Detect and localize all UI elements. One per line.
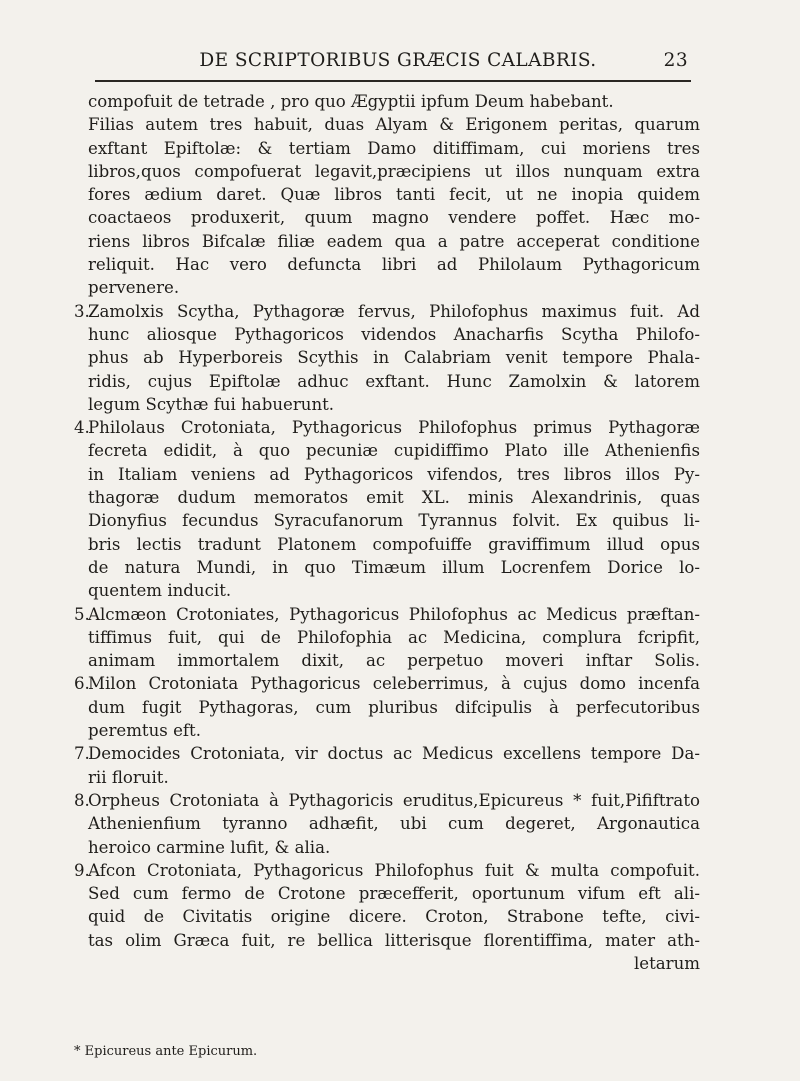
text-line bbox=[74, 486, 700, 509]
entry-number: 5. bbox=[74, 604, 90, 624]
footnote: * Epicureus ante Epicurum. bbox=[74, 1044, 258, 1059]
running-title: DE SCRIPTORIBUS GRÆCIS CALABRIS. bbox=[199, 50, 597, 71]
line-text: Filias autem tres habuit, duas Alyam & Erigonem peritas, quarum bbox=[88, 115, 700, 135]
line-text: tas olim Græca fuit, re bellica litterisque florentiffima, mater ath- bbox=[88, 930, 700, 950]
line-text: rii floruit. bbox=[88, 767, 169, 787]
text-line bbox=[74, 952, 700, 975]
text-line bbox=[74, 533, 700, 556]
line-text: Milon Crotoniata Pythagoricus celeberrimus, à cujus domo incenfa bbox=[88, 674, 700, 694]
text-line bbox=[74, 463, 700, 486]
line-text: de natura Mundi, in quo Timæum illum Locrenfem Dorice lo- bbox=[88, 557, 700, 577]
text-line bbox=[74, 416, 700, 439]
text-line bbox=[74, 905, 700, 928]
text-line bbox=[74, 649, 700, 672]
line-text: quid de Civitatis origine dicere. Croton, Strabone tefte, civi- bbox=[88, 907, 700, 927]
line-text: in Italiam veniens ad Pythagoricos vifendos, tres libros illos Py- bbox=[88, 464, 700, 484]
entry-number: 8. bbox=[74, 790, 90, 810]
text-line bbox=[74, 253, 700, 276]
line-text: libros,quos compofuerat legavit,præcipiens ut illos nunquam extra bbox=[88, 161, 700, 181]
line-text: tiffimus fuit, qui de Philofophia ac Medicina, complura fcripfit, bbox=[88, 627, 700, 647]
header-rule bbox=[95, 80, 691, 82]
line-text: heroico carmine lufit, & alia. bbox=[88, 837, 331, 857]
line-text: riens libros Bifcalæ filiæ eadem qua a patre acceperat conditione bbox=[88, 231, 700, 251]
line-text: fores ædium daret. Quæ libros tanti fecit, ut ne inopia quidem bbox=[88, 185, 700, 205]
text-line bbox=[74, 556, 700, 579]
line-text: exftant Epiftolæ: & tertiam Damo ditiffimam, cui moriens tres bbox=[88, 138, 700, 158]
text-line bbox=[74, 160, 700, 183]
text-line bbox=[74, 346, 700, 369]
line-text: Democides Crotoniata, vir doctus ac Medicus excellens tempore Da- bbox=[88, 744, 700, 764]
text-line bbox=[74, 323, 700, 346]
line-text: legum Scythæ fui habuerunt. bbox=[88, 394, 335, 414]
entry-number: 4. bbox=[74, 418, 90, 438]
text-line bbox=[74, 766, 700, 789]
text-line bbox=[74, 183, 700, 206]
text-line bbox=[74, 696, 700, 719]
entry-number: 9. bbox=[74, 860, 90, 880]
text-line bbox=[74, 509, 700, 532]
text-line bbox=[74, 882, 700, 905]
line-text: Dionyfius fecundus Syracufanorum Tyrannus folvit. Ex quibus li- bbox=[88, 511, 700, 531]
text-line bbox=[74, 859, 700, 882]
text-line bbox=[74, 206, 700, 229]
line-text: letarum bbox=[633, 953, 700, 973]
line-text: Philolaus Crotoniata, Pythagoricus Philofophus primus Pythagoræ bbox=[88, 418, 700, 438]
text-line bbox=[74, 579, 700, 602]
entry-number: 7. bbox=[74, 744, 90, 764]
text-line bbox=[74, 137, 700, 160]
line-text: ridis, cujus Epiftolæ adhuc exftant. Hunc Zamolxin & latorem bbox=[88, 371, 700, 391]
text-line bbox=[74, 370, 700, 393]
text-line bbox=[74, 626, 700, 649]
line-text: coactaeos produxerit, quum magno vendere poffet. Hæc mo- bbox=[88, 208, 700, 228]
line-text: bris lectis tradunt Platonem compofuiffe graviffimum illud opus bbox=[88, 534, 700, 554]
text-line bbox=[74, 812, 700, 835]
line-text: hunc aliosque Pythagoricos videndos Anacharfis Scytha Philofo- bbox=[88, 324, 700, 344]
text-line bbox=[74, 276, 700, 299]
line-text: reliquit. Hac vero defuncta libri ad Philolaum Pythagoricum bbox=[88, 255, 700, 275]
line-text: Sed cum fermo de Crotone præcefferit, oportunum vifum eft ali- bbox=[88, 884, 700, 904]
line-text: Zamolxis Scytha, Pythagoræ fervus, Philofophus maximus fuit. Ad bbox=[88, 301, 700, 321]
text-line bbox=[74, 230, 700, 253]
line-text: dum fugit Pythagoras, cum pluribus difcipulis à perfecutoribus bbox=[88, 697, 700, 717]
line-text: animam immortalem dixit, ac perpetuo moveri inftar Solis. bbox=[88, 651, 700, 671]
entry-number: 3. bbox=[74, 301, 90, 321]
text-line bbox=[74, 90, 700, 113]
text-line bbox=[74, 672, 700, 695]
line-text: fecreta edidit, à quo pecuniæ cupidiffimo Plato ille Athenienfis bbox=[88, 441, 700, 461]
line-text: Orpheus Crotoniata à Pythagoricis eruditus,Epicureus * fuit,Pififtrato bbox=[88, 790, 700, 810]
text-line bbox=[74, 300, 700, 323]
text-line bbox=[74, 719, 700, 742]
line-text: Athenienfium tyranno adhæfit, ubi cum degeret, Argonautica bbox=[88, 814, 700, 834]
text-line bbox=[74, 603, 700, 626]
text-line bbox=[74, 439, 700, 462]
text-line bbox=[74, 113, 700, 136]
entry-number: 6. bbox=[74, 674, 90, 694]
line-text: thagoræ dudum memoratos emit XL. minis Alexandrinis, quas bbox=[88, 488, 700, 508]
text-line bbox=[74, 393, 700, 416]
text-line bbox=[74, 836, 700, 859]
text-line bbox=[74, 742, 700, 765]
line-text: pervenere. bbox=[88, 278, 180, 298]
line-text: phus ab Hyperboreis Scythis in Calabriam venit tempore Phala- bbox=[88, 348, 700, 368]
text-line bbox=[74, 789, 700, 812]
line-text: compofuit de tetrade , pro quo Ægyptii ipfum Deum habebant. bbox=[88, 92, 614, 111]
text-line bbox=[74, 929, 700, 952]
line-text: quentem inducit. bbox=[88, 581, 232, 601]
line-text: Alcmæon Crotoniates, Pythagoricus Philofophus ac Medicus præftan- bbox=[88, 604, 700, 624]
page-number: 23 bbox=[663, 50, 688, 71]
line-text: Afcon Crotoniata, Pythagoricus Philofophus fuit & multa compofuit. bbox=[88, 860, 700, 880]
body-text bbox=[74, 90, 700, 975]
running-head bbox=[108, 50, 688, 71]
line-text: peremtus eft. bbox=[88, 721, 201, 741]
